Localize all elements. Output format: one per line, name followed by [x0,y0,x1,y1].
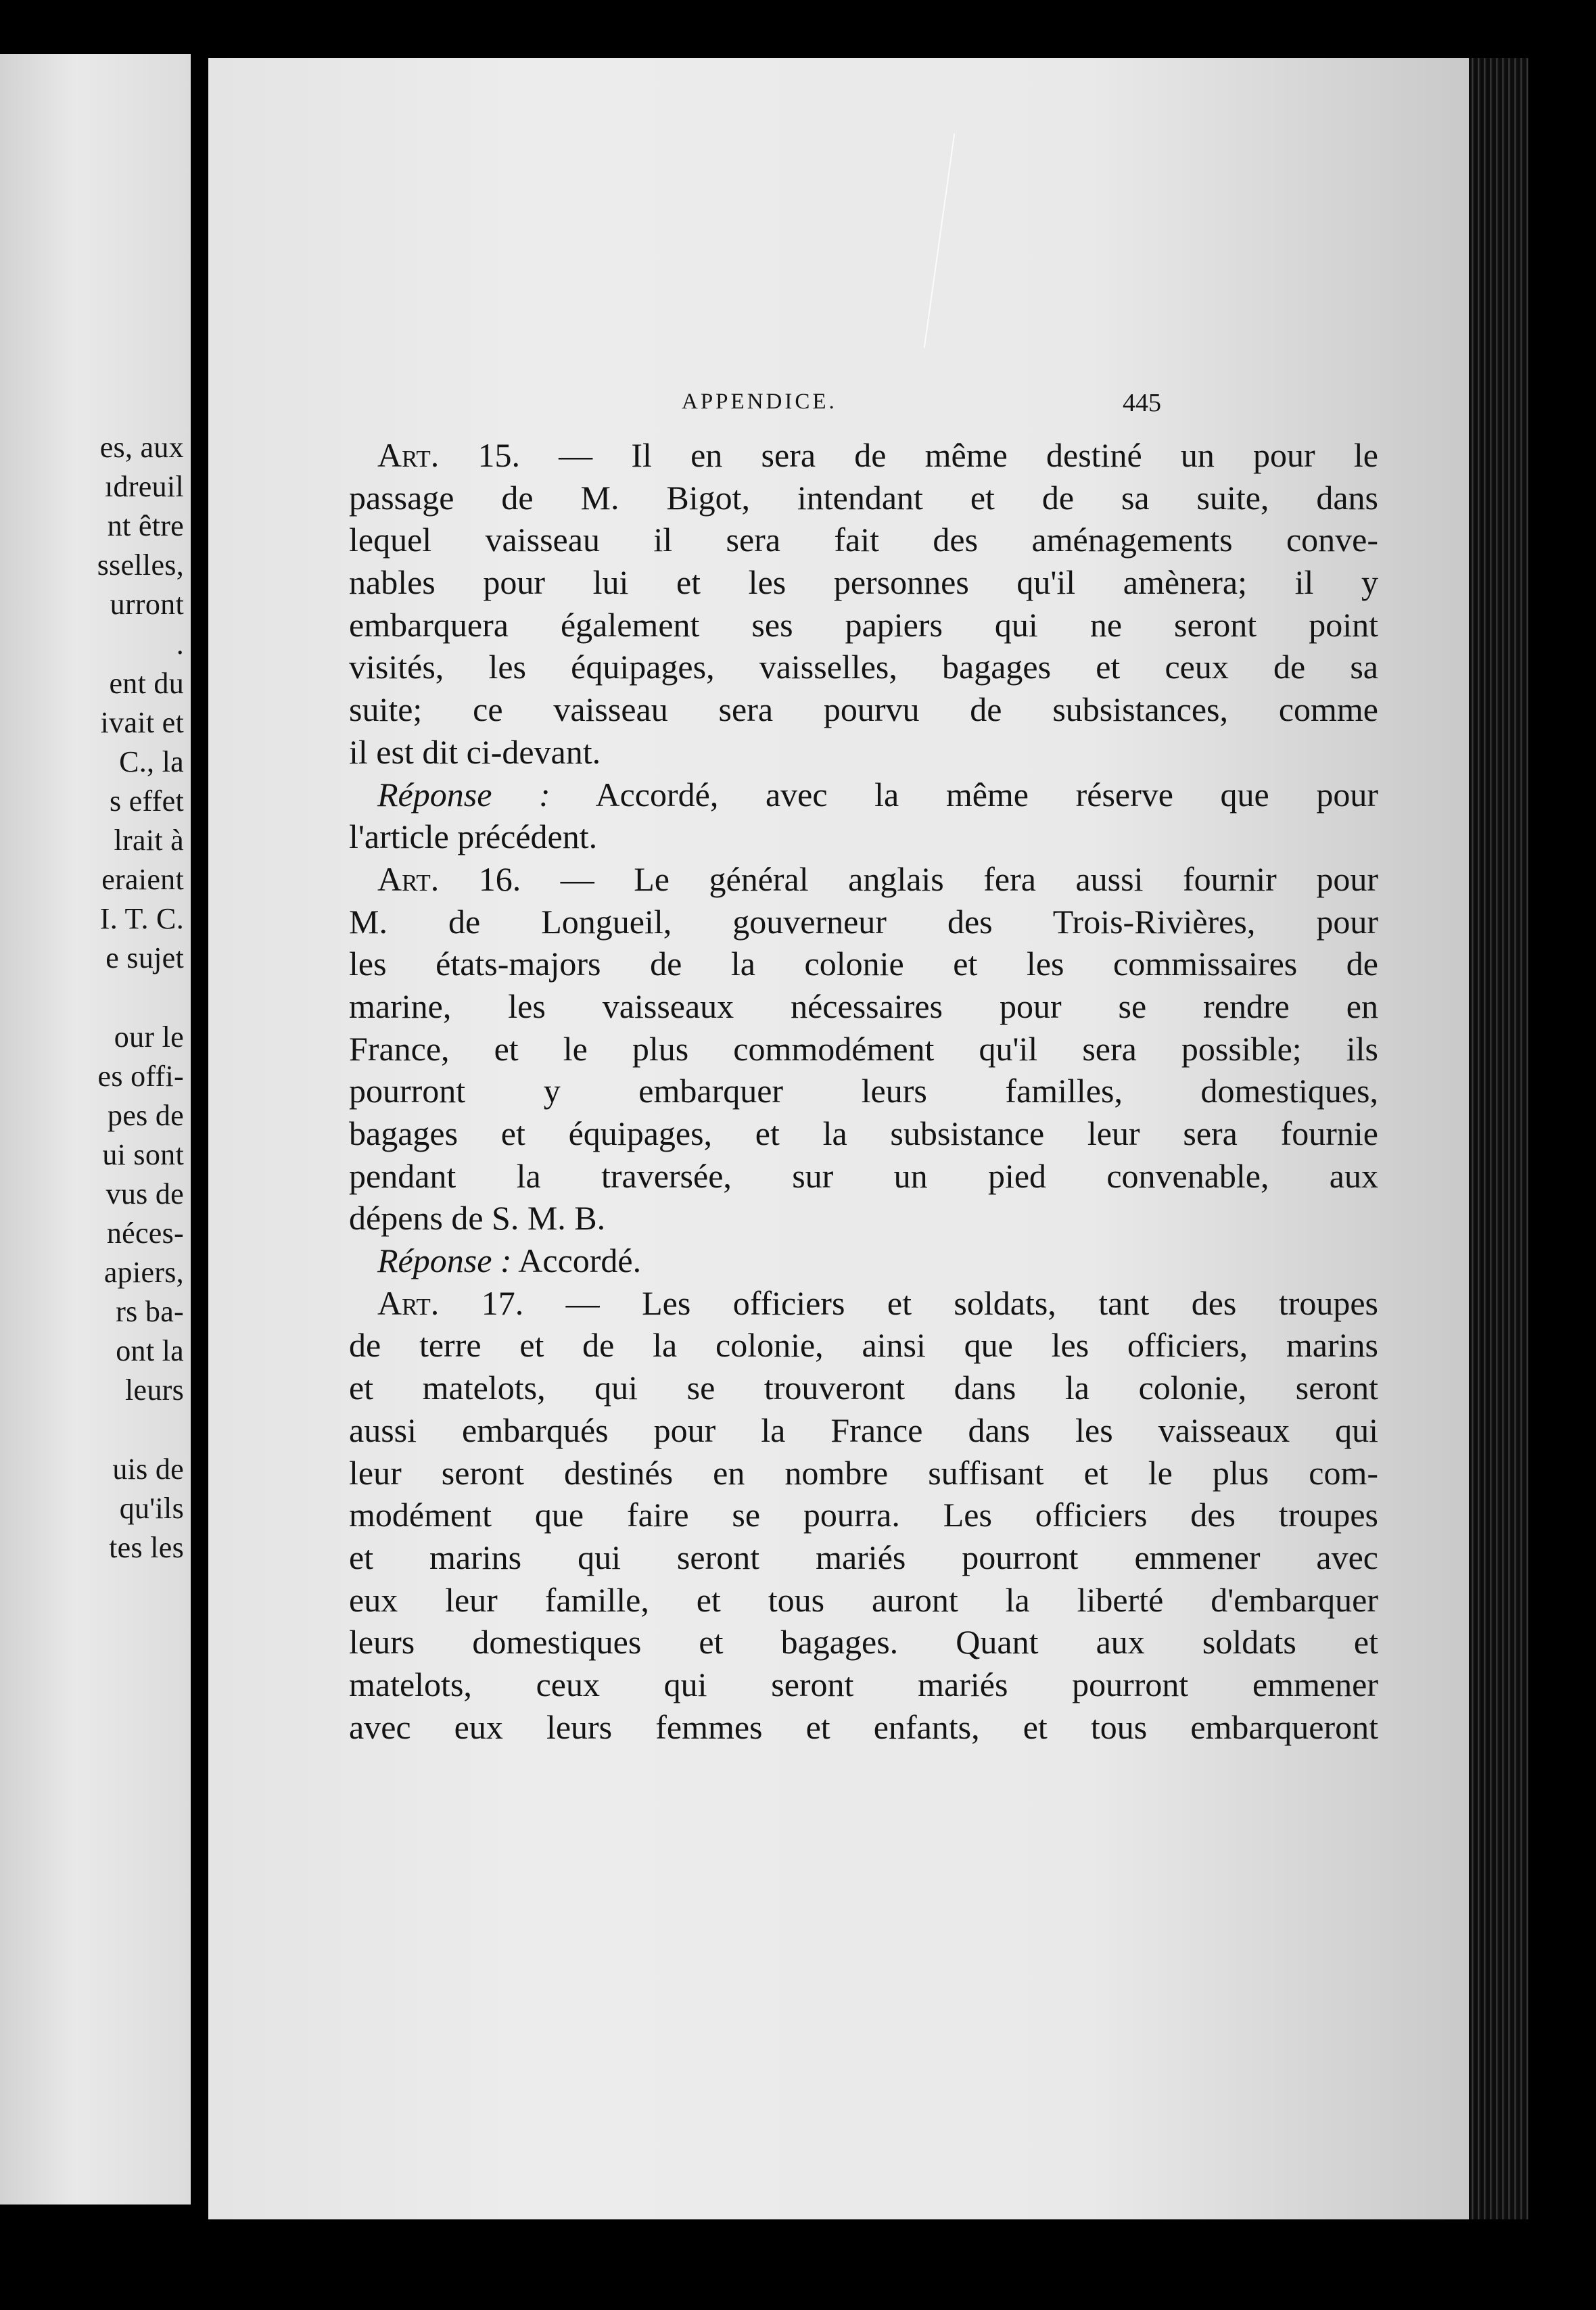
text-line [349,774,1378,816]
line-text: passage de M. Bigot, intendant et de sa suite, dans [349,478,1378,517]
article-label: Art [377,436,431,474]
line-text: . 16. — Le général anglais fera aussi fournir pour [430,859,1378,898]
line-text: leur seront destinés en nombre suffisant et le plus com- [349,1453,1378,1492]
line-text: pourront y embarquer leurs familles, domestiques, [349,1072,1378,1110]
facing-page-fragment: eraient [101,863,184,897]
line-text: bagages et équipages, et la subsistance leur sera fournie [349,1114,1378,1152]
facing-page-fragment: tes les [109,1530,184,1564]
text-line [349,1282,1378,1325]
line-text: embarquera également ses papiers qui ne seront point [349,605,1378,644]
line-text: et matelots, qui se trouveront dans la colonie, seront [349,1369,1378,1407]
line-text: M. de Longueil, gouverneur des Trois-Rivières, pour [349,902,1378,941]
text-line [349,1706,1378,1749]
text-line [349,1664,1378,1706]
text-line [349,731,1378,774]
line-text: marine, les vaisseaux nécessaires pour se rendre en [349,987,1378,1025]
text-line [349,1494,1378,1536]
facing-page-fragment: leurs [124,1373,184,1407]
line-text: . 15. — Il en sera de même destiné un pour le [430,436,1378,474]
line-text: leurs domestiques et bagages. Quant aux soldats et [349,1623,1378,1661]
text-line [349,1621,1378,1664]
facing-page-fragment: es offi- [97,1059,184,1093]
book-gutter [191,54,208,2218]
facing-page-fragment: . [176,627,184,661]
facing-page-fragment: e sujet [105,941,184,975]
text-line [349,646,1378,688]
text-line [349,943,1378,985]
response-label: Réponse : [377,775,550,814]
facing-page-fragment: s effet [109,784,184,818]
text-line [349,1409,1378,1452]
line-text: Accordé, avec la même réserve que pour [550,775,1378,814]
facing-page-fragment: sselles, [97,548,184,582]
facing-page-fragment: ent du [109,666,184,700]
facing-page-fragment: apiers, [103,1256,184,1290]
facing-page-fragment: es, aux [99,431,184,464]
line-text: dépens de S. M. B. [349,1199,606,1238]
line-text: nables pour lui et les personnes qu'il amènera; il y [349,563,1378,602]
facing-page-fragment: qu'ils [119,1491,184,1525]
line-text: suite; ce vaisseau sera pourvu de subsistances, comme [349,690,1378,729]
text-line [349,688,1378,731]
facing-page-fragment: ui sont [102,1137,184,1171]
text-line [349,1452,1378,1494]
line-text: l'article précédent. [349,818,598,856]
body-text [349,434,1378,1748]
facing-page-fragment: C., la [119,745,184,778]
text-line [349,1112,1378,1155]
facing-page-fragment: nt être [107,509,184,543]
line-text: modément que faire se pourra. Les officiers des troupes [349,1496,1378,1534]
page-edges [1469,58,1528,2219]
line-text: lequel vaisseau il sera fait des aménagements conve- [349,521,1378,559]
text-line [349,858,1378,901]
book-page [208,58,1469,2219]
text-line [349,1197,1378,1240]
text-line [349,985,1378,1028]
text-line [349,604,1378,646]
line-text: eux leur famille, et tous auront la liberté d'embarquer [349,1580,1378,1619]
line-text: France, et le plus commodément qu'il sera possible; ils [349,1029,1378,1068]
facing-page-edge [0,54,191,2205]
article-label: Art [377,859,431,898]
facing-page-fragment: lrait à [114,824,184,857]
facing-page-fragment: néces- [106,1217,184,1250]
facing-page-fragment: vus de [105,1177,184,1210]
article-label: Art [377,1283,431,1322]
line-text: avec eux leurs femmes et enfants, et tous embarqueront [349,1707,1378,1746]
page-number: 445 [1123,389,1161,417]
facing-page-fragment: ıdreuil [105,470,184,504]
facing-page-fragment: uis de [112,1452,184,1486]
text-line [349,519,1378,561]
text-line [349,1155,1378,1198]
facing-page-fragment: ont la [116,1334,184,1368]
line-text: matelots, ceux qui seront mariés pourront emmener [349,1665,1378,1703]
line-text: les états-majors de la colonie et les commissaires de [349,945,1378,983]
text-line [349,816,1378,858]
text-line [349,1367,1378,1409]
line-text: Accordé. [511,1242,642,1280]
facing-page-fragment: rs ba- [116,1295,184,1329]
line-text: et marins qui seront mariés pourront emmener avec [349,1538,1378,1576]
running-head [208,390,1469,430]
line-text: de terre et de la colonie, ainsi que les officiers, marins [349,1326,1378,1365]
facing-page-fragment: ivait et [100,705,184,739]
text-line [349,1070,1378,1112]
facing-page-fragment: I. T. C. [99,902,184,936]
line-text: pendant la traversée, sur un pied convenable, aux [349,1156,1378,1195]
response-label: Réponse : [377,1242,512,1280]
facing-page-fragment: urront [110,588,184,621]
text-line [349,561,1378,604]
line-text: visités, les équipages, vaisselles, bagages et ceux de sa [349,648,1378,686]
line-text: il est dit ci-devant. [349,732,601,771]
header-title: APPENDICE. [682,390,837,414]
text-line [349,1028,1378,1070]
text-line [349,477,1378,519]
scan-scratch-mark [924,133,956,348]
text-line [349,1324,1378,1367]
text-line [349,1579,1378,1622]
text-line [349,1240,1378,1282]
line-text: . 17. — Les officiers et soldats, tant des troupes [430,1283,1378,1322]
facing-page-fragment: our le [114,1020,184,1054]
text-line [349,901,1378,943]
text-line [349,434,1378,477]
text-line [349,1536,1378,1579]
facing-page-fragment: pes de [108,1098,184,1132]
line-text: aussi embarqués pour la France dans les vaisseaux qui [349,1411,1378,1449]
